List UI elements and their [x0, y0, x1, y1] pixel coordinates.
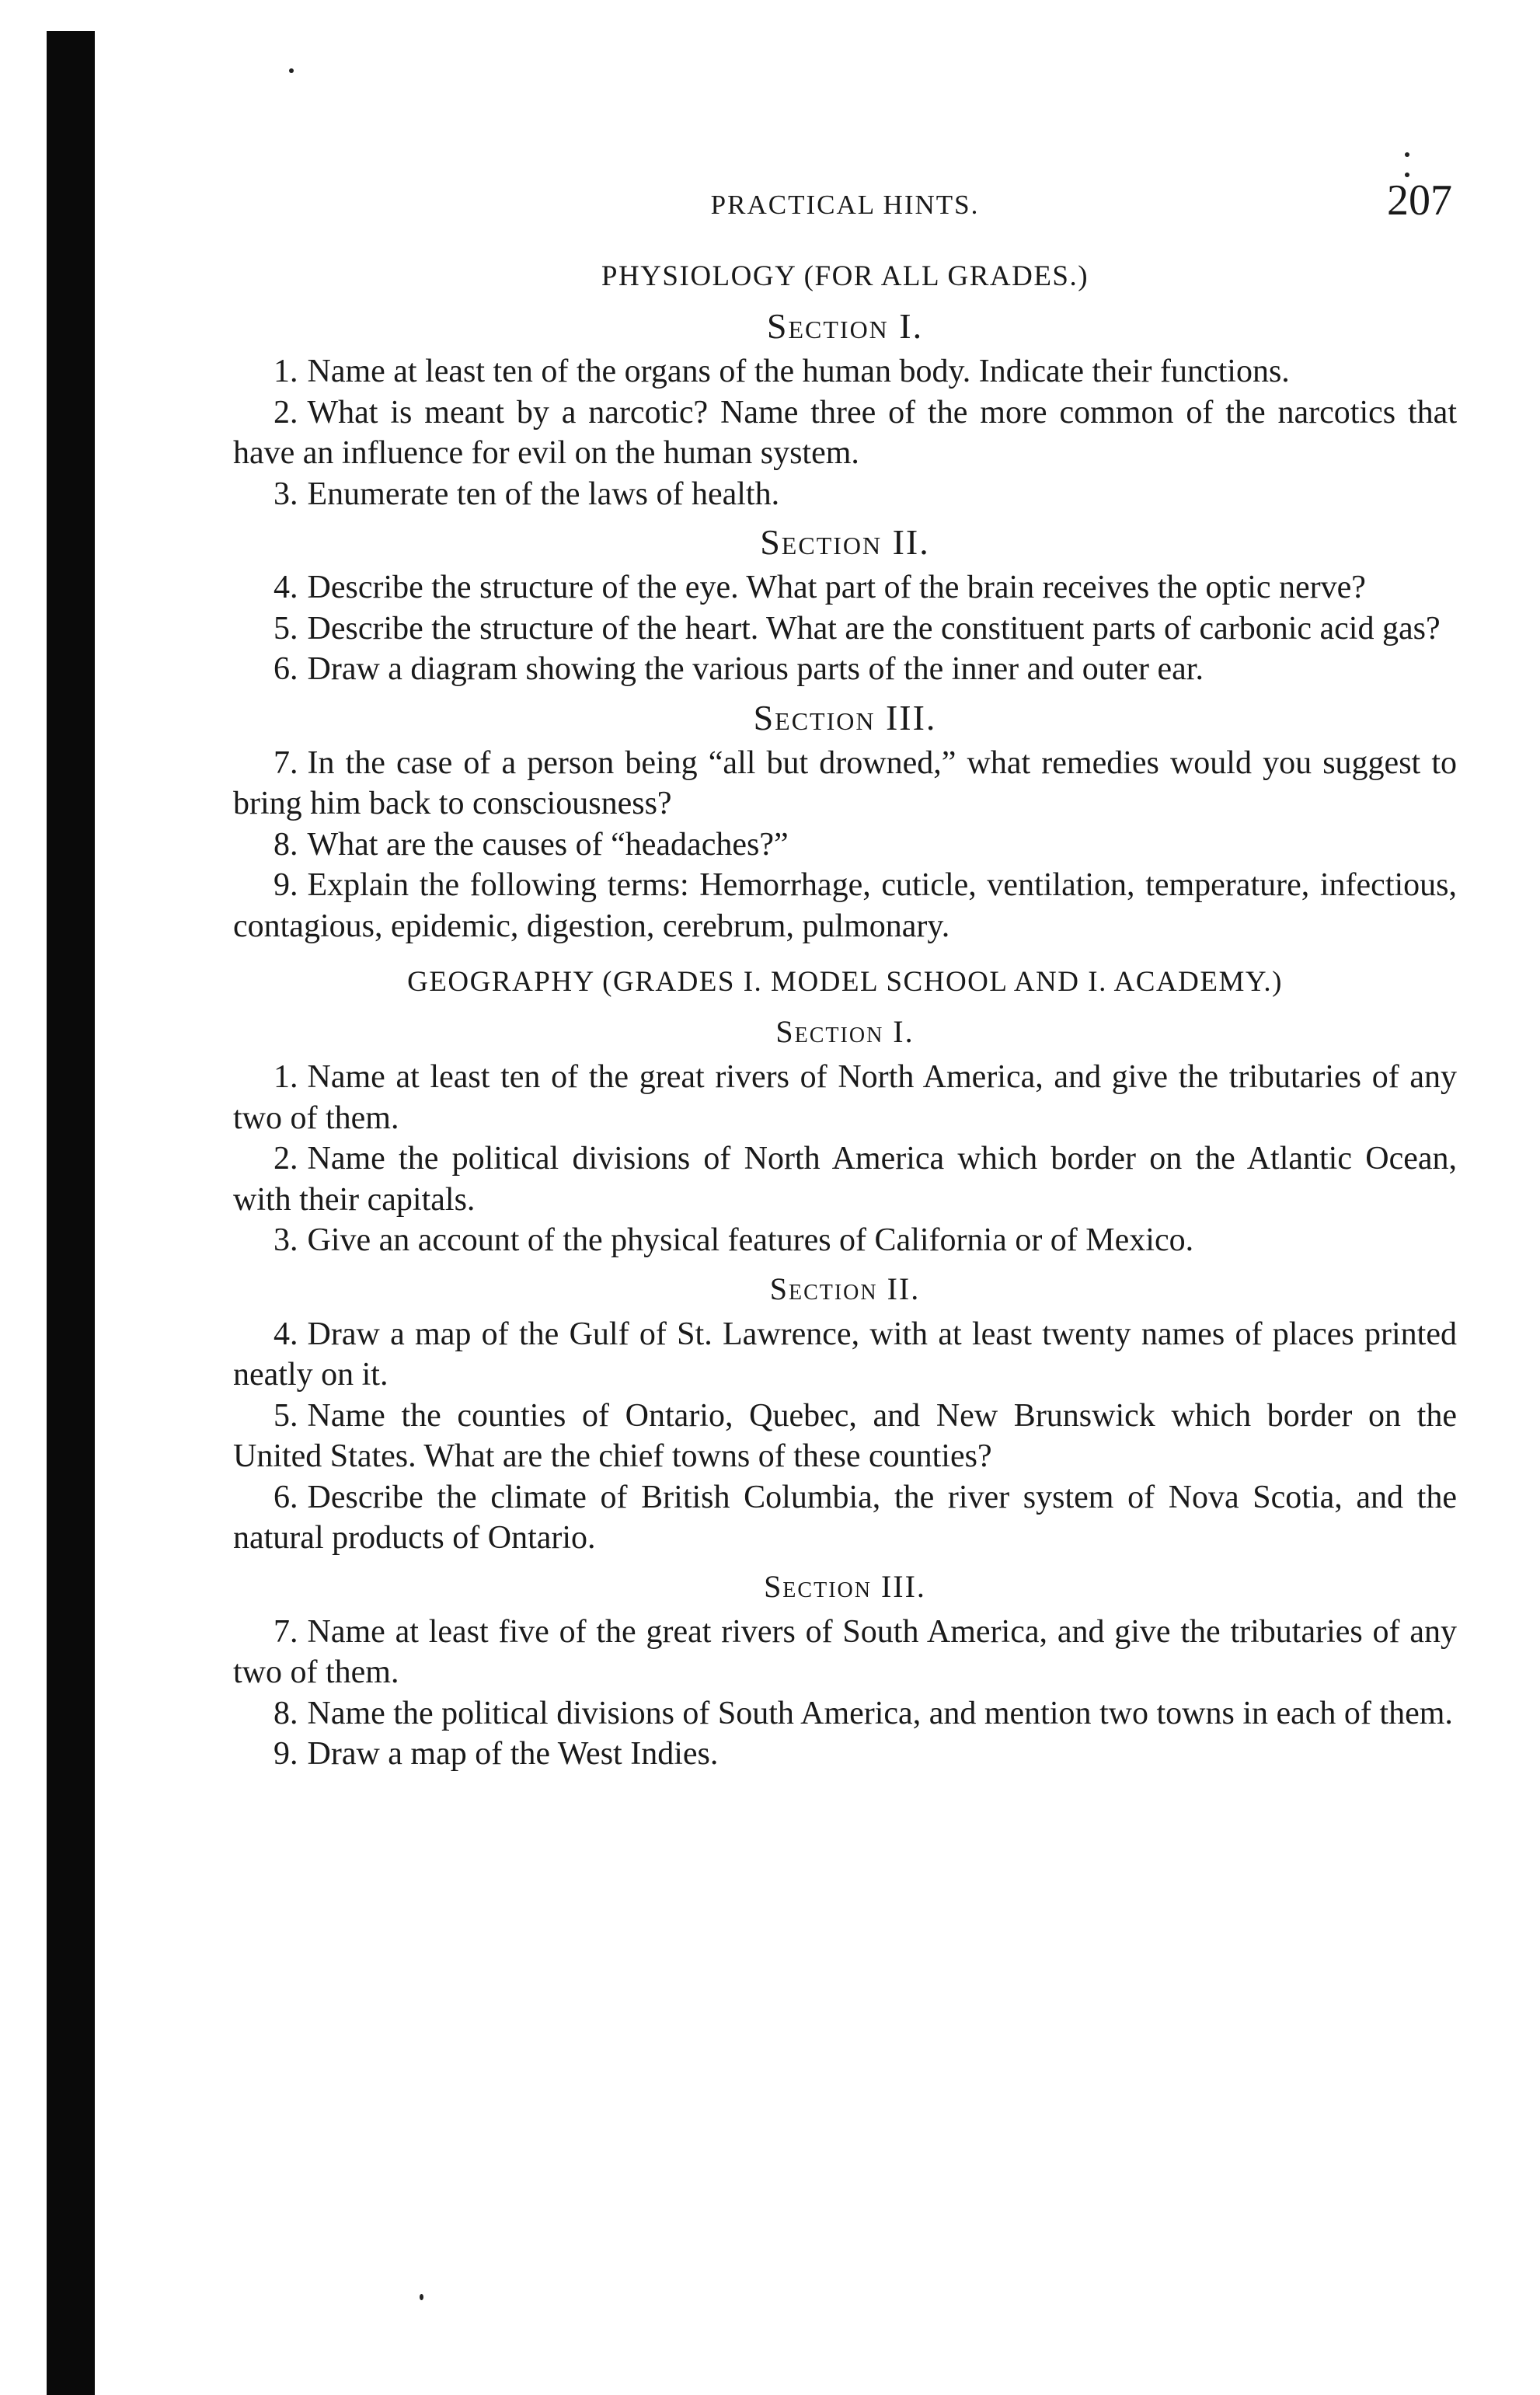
question: [233, 1220, 1457, 1261]
question-text: Describe the climate of British Columbia, the river system of Nova Scotia, and the natural products of Ontario.: [233, 1479, 1457, 1556]
question-number: 6.: [274, 651, 298, 687]
question-text: Name at least ten of the organs of the human body. Indicate their functions.: [307, 354, 1290, 389]
question-number: 5.: [274, 610, 298, 647]
question: [233, 1612, 1457, 1693]
binding-edge: [47, 31, 95, 2395]
question: [233, 474, 1457, 515]
question-text: Describe the structure of the eye. What part of the brain receives the optic nerve?: [307, 570, 1366, 605]
question-number: 1.: [274, 1059, 298, 1095]
question: [233, 392, 1457, 474]
question-number: 7.: [274, 1613, 298, 1650]
question: [233, 1396, 1457, 1477]
question-number: 4.: [274, 1316, 298, 1352]
question-number: 8.: [274, 1695, 298, 1731]
question-number: 8.: [274, 826, 298, 863]
section-heading: Section II.: [769, 1271, 921, 1306]
question: [233, 824, 1457, 866]
question-text: Draw a map of the Gulf of St. Lawrence, with at least twenty names of places printed neatly on it.: [233, 1316, 1457, 1393]
subject-geography: [233, 960, 1457, 1775]
question-text: Name at least ten of the great rivers of North America, and give the tributaries of any two of them.: [233, 1059, 1457, 1136]
question-text: What is meant by a narcotic? Name three of the more common of the narcotics that have an influence for evil on the human system.: [233, 394, 1457, 471]
section-heading: Section III.: [764, 1568, 926, 1604]
subject-physiology: [233, 255, 1457, 946]
question-number: 7.: [274, 744, 298, 781]
question-text: Draw a diagram showing the various parts of the inner and outer ear.: [307, 651, 1204, 687]
question-number: 1.: [274, 354, 298, 389]
question: [233, 1693, 1457, 1734]
section-heading: Section I.: [775, 1014, 915, 1049]
page-number: 207: [1387, 176, 1452, 225]
question-text: Explain the following terms: Hemorrhage, cuticle, ventilation, temperature, infectious, contagious, epidemic, digestion, cerebrum, pulmonary.: [233, 867, 1457, 944]
section-heading: Section III.: [753, 697, 937, 737]
question: [233, 865, 1457, 946]
question-number: 9.: [274, 1736, 298, 1772]
question-text: In the case of a person being “all but drowned,” what remedies would you suggest to bring him back to consciousness?: [233, 744, 1457, 821]
print-speck: [289, 68, 294, 73]
question-text: Name the political divisions of South America, and mention two towns in each of them.: [307, 1695, 1453, 1731]
question-number: 5.: [274, 1397, 298, 1434]
question-text: Give an account of the physical features of California or of Mexico.: [307, 1222, 1194, 1258]
question: [233, 1314, 1457, 1396]
question: [233, 351, 1457, 392]
running-head: [233, 171, 1457, 241]
question-number: 2.: [274, 1141, 298, 1177]
question-text: Name the political divisions of North America which border on the Atlantic Ocean, with their capitals.: [233, 1141, 1457, 1218]
question: [233, 567, 1457, 608]
question-text: Name at least five of the great rivers of South America, and give the tributaries of any two of them.: [233, 1613, 1457, 1690]
question: [233, 1477, 1457, 1559]
print-speck: [420, 2294, 423, 2300]
question-text: Name the counties of Ontario, Quebec, and New Brunswick which border on the United States. What are the chief towns of these counties?: [233, 1397, 1457, 1474]
question: [233, 1138, 1457, 1220]
question: [233, 743, 1457, 824]
question: [233, 649, 1457, 690]
section-heading: Section I.: [766, 306, 924, 346]
section-heading: Section II.: [760, 522, 930, 562]
subject-heading: PHYSIOLOGY (FOR ALL GRADES.): [601, 260, 1089, 292]
subject-heading: GEOGRAPHY (GRADES I. MODEL SCHOOL AND I. ACADEMY.): [407, 966, 1283, 998]
question: [233, 608, 1457, 650]
question-number: 9.: [274, 867, 298, 903]
question-number: 4.: [274, 570, 298, 605]
running-title: PRACTICAL HINTS.: [710, 190, 980, 220]
question: [233, 1734, 1457, 1775]
print-speck: [1405, 152, 1409, 157]
question: [233, 1057, 1457, 1138]
question-text: What are the causes of “headaches?”: [307, 826, 789, 863]
page: [233, 171, 1457, 1775]
question-number: 3.: [274, 1222, 298, 1258]
question-text: Describe the structure of the heart. What are the constituent parts of carbonic acid gas?: [307, 610, 1441, 647]
question-number: 3.: [274, 476, 298, 512]
question-text: Draw a map of the West Indies.: [307, 1736, 719, 1772]
question-number: 6.: [274, 1479, 298, 1515]
question-text: Enumerate ten of the laws of health.: [307, 476, 780, 512]
question-number: 2.: [274, 394, 298, 431]
